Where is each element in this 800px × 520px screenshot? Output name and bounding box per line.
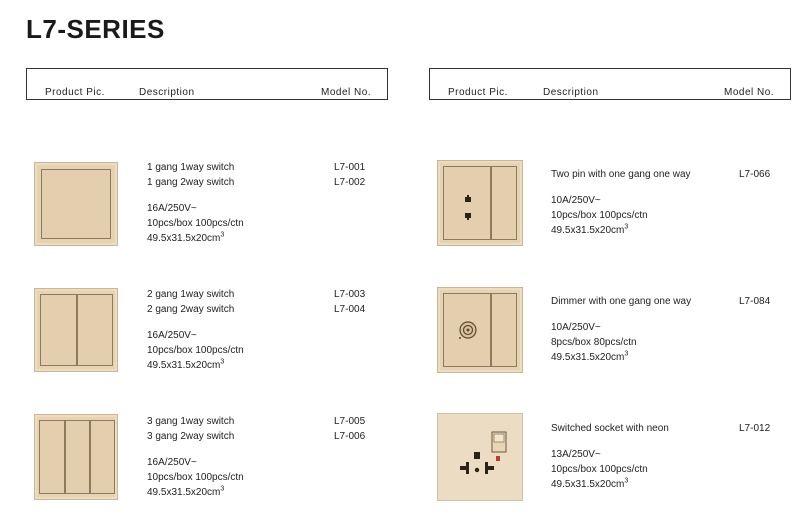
rocker-2 (65, 420, 90, 494)
rocker-1 (491, 293, 517, 367)
product-image-two-pin-socket-switch (437, 160, 523, 246)
product-packing: 10pcs/box 100pcs/ctn (147, 345, 244, 356)
product-name: 1 gang 2way switch (147, 177, 235, 188)
product-name: Switched socket with neon (551, 423, 669, 434)
product-rating: 16A/250V~ (147, 330, 197, 341)
model-numbers (334, 160, 365, 190)
model-no: L7-012 (739, 423, 771, 434)
rocker-1 (40, 294, 77, 366)
socket-section (443, 166, 491, 240)
product-packing: 10pcs/box 100pcs/ctn (551, 464, 648, 475)
product-rating: 10A/250V~ (551, 195, 601, 206)
product-carton-size: $49.5x31.5x20cm^3$ (147, 485, 225, 498)
product-name: 2 gang 2way switch (147, 304, 235, 315)
product-carton-size: $49.5x31.5x20cm^3$ (147, 231, 225, 244)
product-rating: 10A/250V~ (551, 322, 601, 333)
product-name: 3 gang 2way switch (147, 431, 235, 442)
model-no: L7-066 (739, 169, 771, 180)
left-table-header (26, 68, 388, 100)
product-description (147, 287, 244, 373)
model-no: L7-006 (334, 431, 366, 442)
model-no: L7-001 (334, 162, 366, 173)
page-title: L7-SERIES (26, 14, 165, 44)
model-numbers (334, 287, 365, 317)
product-carton-size: $49.5x31.5x20cm^3$ (551, 223, 629, 236)
model-no: L7-005 (334, 416, 366, 427)
product-carton-size: $49.5x31.5x20cm^3$ (551, 477, 629, 490)
product-packing: 8pcs/box 80pcs/ctn (551, 337, 637, 348)
product-image-dimmer-switch (437, 287, 523, 373)
product-name: Dimmer with one gang one way (551, 296, 692, 307)
product-description (147, 160, 244, 246)
product-carton-size: $49.5x31.5x20cm^3$ (551, 350, 629, 363)
header-model-no: Model No. (724, 87, 775, 98)
dimmer-section (443, 293, 491, 367)
rocker-1 (491, 166, 517, 240)
universal-socket-icon (438, 414, 524, 502)
product-rating: 16A/250V~ (147, 457, 197, 468)
header-product-pic: Product Pic. (45, 87, 105, 98)
two-pin-outlet-icon (444, 167, 492, 241)
product-packing: 10pcs/box 100pcs/ctn (147, 218, 244, 229)
product-rating: 13A/250V~ (551, 449, 601, 460)
right-table-header (429, 68, 791, 100)
product-description (551, 421, 669, 492)
rocker-1 (41, 169, 111, 239)
header-model-no: Model No. (321, 87, 372, 98)
product-packing: 10pcs/box 100pcs/ctn (551, 210, 648, 221)
header-product-pic: Product Pic. (448, 87, 508, 98)
rocker-3 (90, 420, 115, 494)
product-description (551, 294, 691, 365)
product-carton-size: $49.5x31.5x20cm^3$ (147, 358, 225, 371)
model-no: L7-003 (334, 289, 366, 300)
model-no: L7-004 (334, 304, 366, 315)
rocker-2 (77, 294, 113, 366)
model-no: L7-002 (334, 177, 366, 188)
product-image-one-gang-switch (34, 162, 118, 246)
model-no: L7-084 (739, 296, 771, 307)
product-name: 2 gang 1way switch (147, 289, 235, 300)
product-image-switched-socket-neon (437, 413, 523, 501)
product-image-three-gang-switch (34, 414, 118, 500)
header-description: Description (139, 87, 195, 98)
model-numbers (334, 414, 365, 444)
product-name: 3 gang 1way switch (147, 416, 235, 427)
product-packing: 10pcs/box 100pcs/ctn (147, 472, 244, 483)
product-description (551, 167, 691, 238)
product-name: 1 gang 1way switch (147, 162, 235, 173)
product-name: Two pin with one gang one way (551, 169, 691, 180)
product-description (147, 414, 244, 500)
product-image-two-gang-switch (34, 288, 118, 372)
dimmer-knob-icon (444, 294, 492, 368)
product-rating: 16A/250V~ (147, 203, 197, 214)
header-description: Description (543, 87, 599, 98)
rocker-1 (39, 420, 65, 494)
